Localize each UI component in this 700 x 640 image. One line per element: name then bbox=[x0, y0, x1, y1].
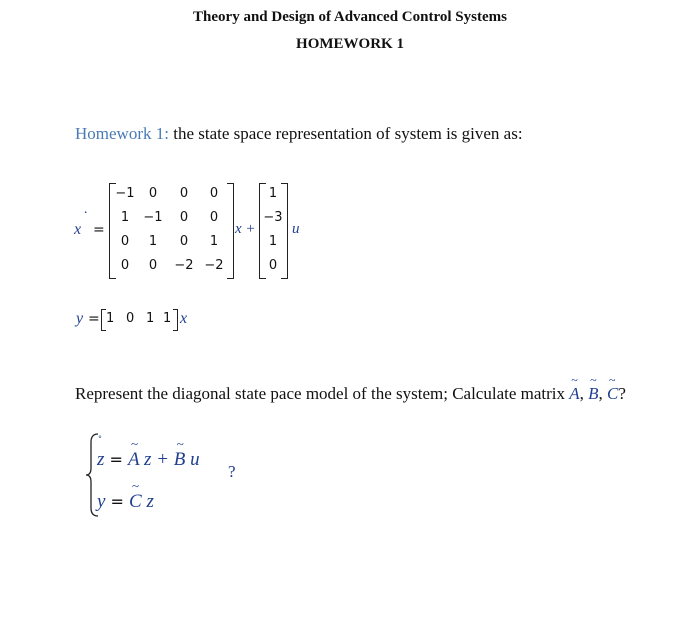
output-equals: = bbox=[88, 311, 100, 327]
question-comma: , bbox=[598, 384, 608, 403]
eq2-c: C bbox=[129, 491, 142, 512]
system-question-mark: ? bbox=[228, 462, 236, 481]
matrix-a-cell: 1 bbox=[148, 234, 158, 249]
z-ring: ˚ bbox=[98, 433, 102, 447]
vector-b-cell: 0 bbox=[268, 258, 278, 273]
eq2-lhs-y: y bbox=[97, 491, 106, 512]
tilde-mark: ~ bbox=[176, 436, 184, 451]
document-title: Theory and Design of Advanced Control Systems bbox=[193, 9, 507, 25]
matrix-a-cell: −2 bbox=[204, 258, 224, 273]
eq1-a: A bbox=[127, 449, 140, 470]
tilde-c-symbol bbox=[607, 373, 619, 403]
vector-c-cell: 0 bbox=[126, 311, 135, 326]
output-lhs-y: y bbox=[76, 310, 84, 327]
matrix-a-cell: 0 bbox=[209, 210, 219, 225]
eq1-tilde-b bbox=[173, 436, 186, 470]
state-u: u bbox=[292, 221, 300, 237]
diagonal-output-equation bbox=[97, 478, 154, 513]
vector-b-cell: 1 bbox=[268, 234, 278, 249]
question-c: C bbox=[607, 384, 619, 403]
eq2-z: z bbox=[141, 491, 154, 512]
matrix-a-cell: 1 bbox=[209, 234, 219, 249]
tilde-mark: ~ bbox=[132, 478, 140, 493]
state-lhs-x: x bbox=[74, 221, 82, 238]
matrix-a-cell: 0 bbox=[148, 258, 158, 273]
question-end: ? bbox=[618, 384, 626, 403]
matrix-a-cell: −1 bbox=[115, 186, 135, 201]
homework-heading: HOMEWORK 1 bbox=[296, 36, 404, 52]
question-line bbox=[75, 373, 626, 404]
tilde-b-symbol bbox=[588, 373, 599, 403]
intro-line bbox=[75, 124, 523, 144]
matrix-a-cell: 0 bbox=[120, 258, 130, 273]
vector-c-cell: 1 bbox=[106, 311, 115, 326]
matrix-a-cell: 1 bbox=[120, 210, 130, 225]
vector-b-cell: −3 bbox=[263, 210, 283, 225]
state-equals: = bbox=[93, 222, 105, 238]
tilde-mark: ~ bbox=[609, 373, 616, 387]
matrix-a-cell: −1 bbox=[143, 210, 163, 225]
tilde-mark: ~ bbox=[130, 436, 139, 451]
tilde-mark: ~ bbox=[571, 373, 578, 387]
matrix-a-cell: 0 bbox=[179, 234, 189, 249]
output-x: x bbox=[180, 310, 188, 327]
eq1-lhs-z: z bbox=[97, 449, 105, 470]
intro-text: the state space representation of system is given as: bbox=[168, 124, 523, 143]
question-b: B bbox=[588, 384, 599, 403]
question-text: Represent the diagonal state pace model of the system; Calculate matrix bbox=[75, 384, 570, 403]
eq1-equals: = bbox=[104, 450, 128, 469]
vector-c-right-bracket bbox=[173, 309, 178, 331]
vector-c-cell: 1 bbox=[146, 311, 155, 326]
question-comma: , bbox=[579, 384, 589, 403]
state-dot: ˙ bbox=[82, 209, 88, 226]
eq1-z-plus: z + bbox=[139, 449, 174, 470]
matrix-a-cell: 0 bbox=[209, 186, 219, 201]
question-a: A bbox=[569, 384, 580, 403]
homework-label: Homework 1: bbox=[75, 124, 169, 143]
matrix-a-cell: −2 bbox=[174, 258, 194, 273]
matrix-a-cell: 0 bbox=[120, 234, 130, 249]
vector-b-cell: 1 bbox=[268, 186, 278, 201]
eq2-tilde-c bbox=[129, 478, 142, 512]
tilde-mark: ~ bbox=[590, 373, 597, 387]
matrix-a-cell: 0 bbox=[179, 210, 189, 225]
matrix-a-cell: 0 bbox=[179, 186, 189, 201]
eq2-equals: = bbox=[105, 492, 130, 511]
eq1-u: u bbox=[185, 449, 200, 470]
matrix-a-cell: 0 bbox=[148, 186, 158, 201]
diagonal-state-equation bbox=[97, 436, 200, 471]
matrix-a-right-bracket bbox=[227, 183, 234, 279]
tilde-a-symbol bbox=[569, 373, 580, 403]
eq1-b: B bbox=[173, 449, 186, 470]
state-x-plus: x + bbox=[235, 221, 256, 237]
eq1-tilde-a bbox=[127, 436, 140, 470]
vector-c-cell: 1 bbox=[163, 311, 172, 326]
